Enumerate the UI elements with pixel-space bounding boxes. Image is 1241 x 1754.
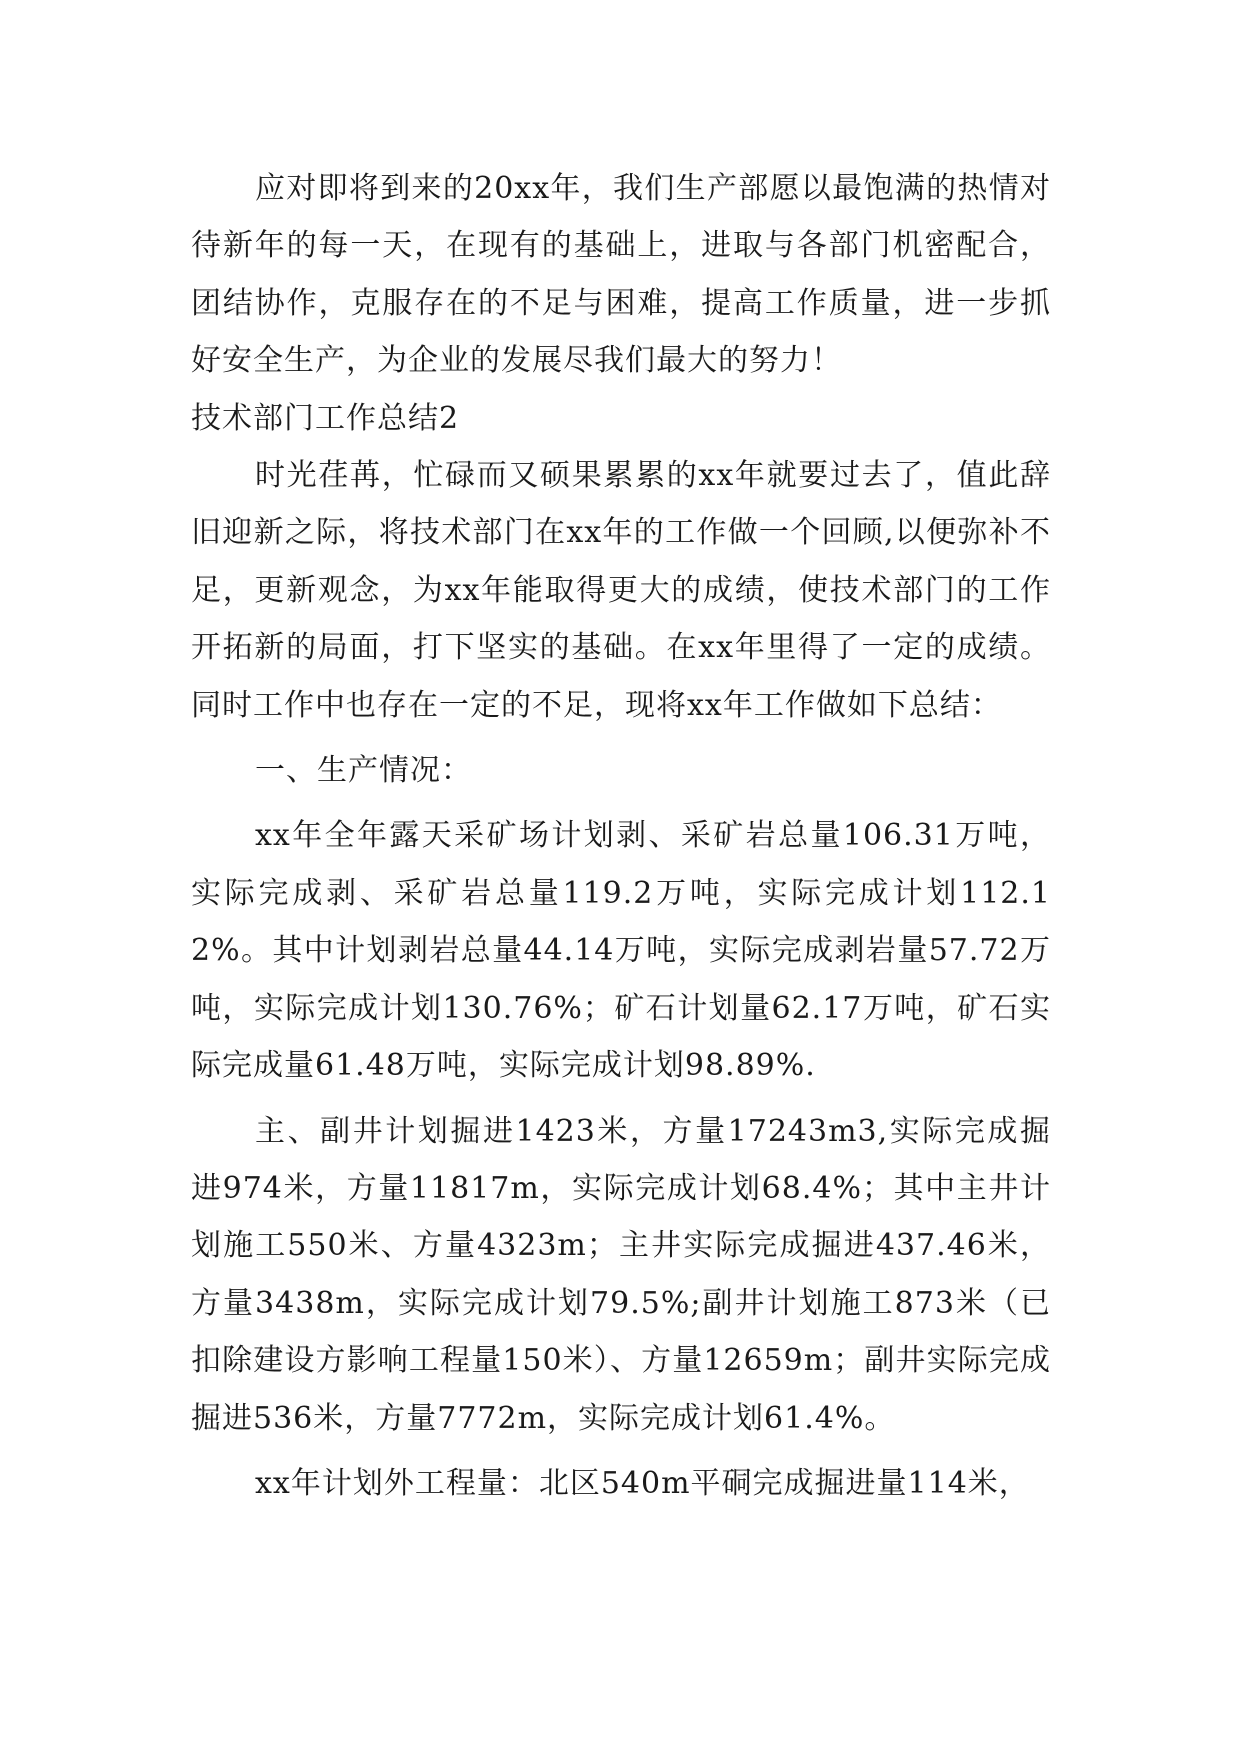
paragraph-introduction: 时光荏苒，忙碌而又硕果累累的xx年就要过去了，值此辞旧迎新之际，将技术部门在xx年的工作做一个回顾,以便弥补不足，更新观念，为xx年能取得更大的成绩，使技术部门的工作开拓新的局面，打下坚实的基础。在xx年里得了一定的成绩。同时工作中也存在一定的不足，现将xx年工作做如下总结： — [191, 458, 1051, 723]
section-heading: 技术部门工作总结2 — [191, 400, 460, 436]
paragraph-shaft-excavation: 主、副井计划掘进1423米，方量17243m3,实际完成掘进974米，方量11817m，实际完成计划68.4%；其中主井计划施工550米、方量4323m；主井实际完成掘进437.46米，方量3438m，实际完成计划79.5%;副井计划施工873米（已扣除建设方影响工程量150米）、方量12659m；副井实际完成掘进536米，方量7772m，实际完成计划61.4%。 — [191, 1113, 1051, 1436]
paragraph-closing-remarks: 应对即将到来的20xx年，我们生产部愿以最饱满的热情对待新年的每一天，在现有的基础上，进取与各部门机密配合，团结协作，克服存在的不足与困难，提高工作质量，进一步抓好安全生产，为企业的发展尽我们最大的努力！ — [191, 171, 1051, 379]
paragraph-open-pit-mining: xx年全年露天采矿场计划剥、采矿岩总量106.31万吨，实际完成剥、采矿岩总量119.2万吨，实际完成计划112.12%。其中计划剥岩总量44.14万吨，实际完成剥岩量57.72万吨，实际完成计划130.76%；矿石计划量62.17万吨，矿石实际完成量61.48万吨，实际完成计划98.89%. — [191, 818, 1051, 1084]
paragraph-unplanned-work: xx年计划外工程量：北区540m平硐完成掘进量114米， — [255, 1465, 1030, 1501]
paragraph-subheading-production: 一、生产情况： — [255, 753, 472, 789]
document-page — [191, 160, 1051, 1512]
